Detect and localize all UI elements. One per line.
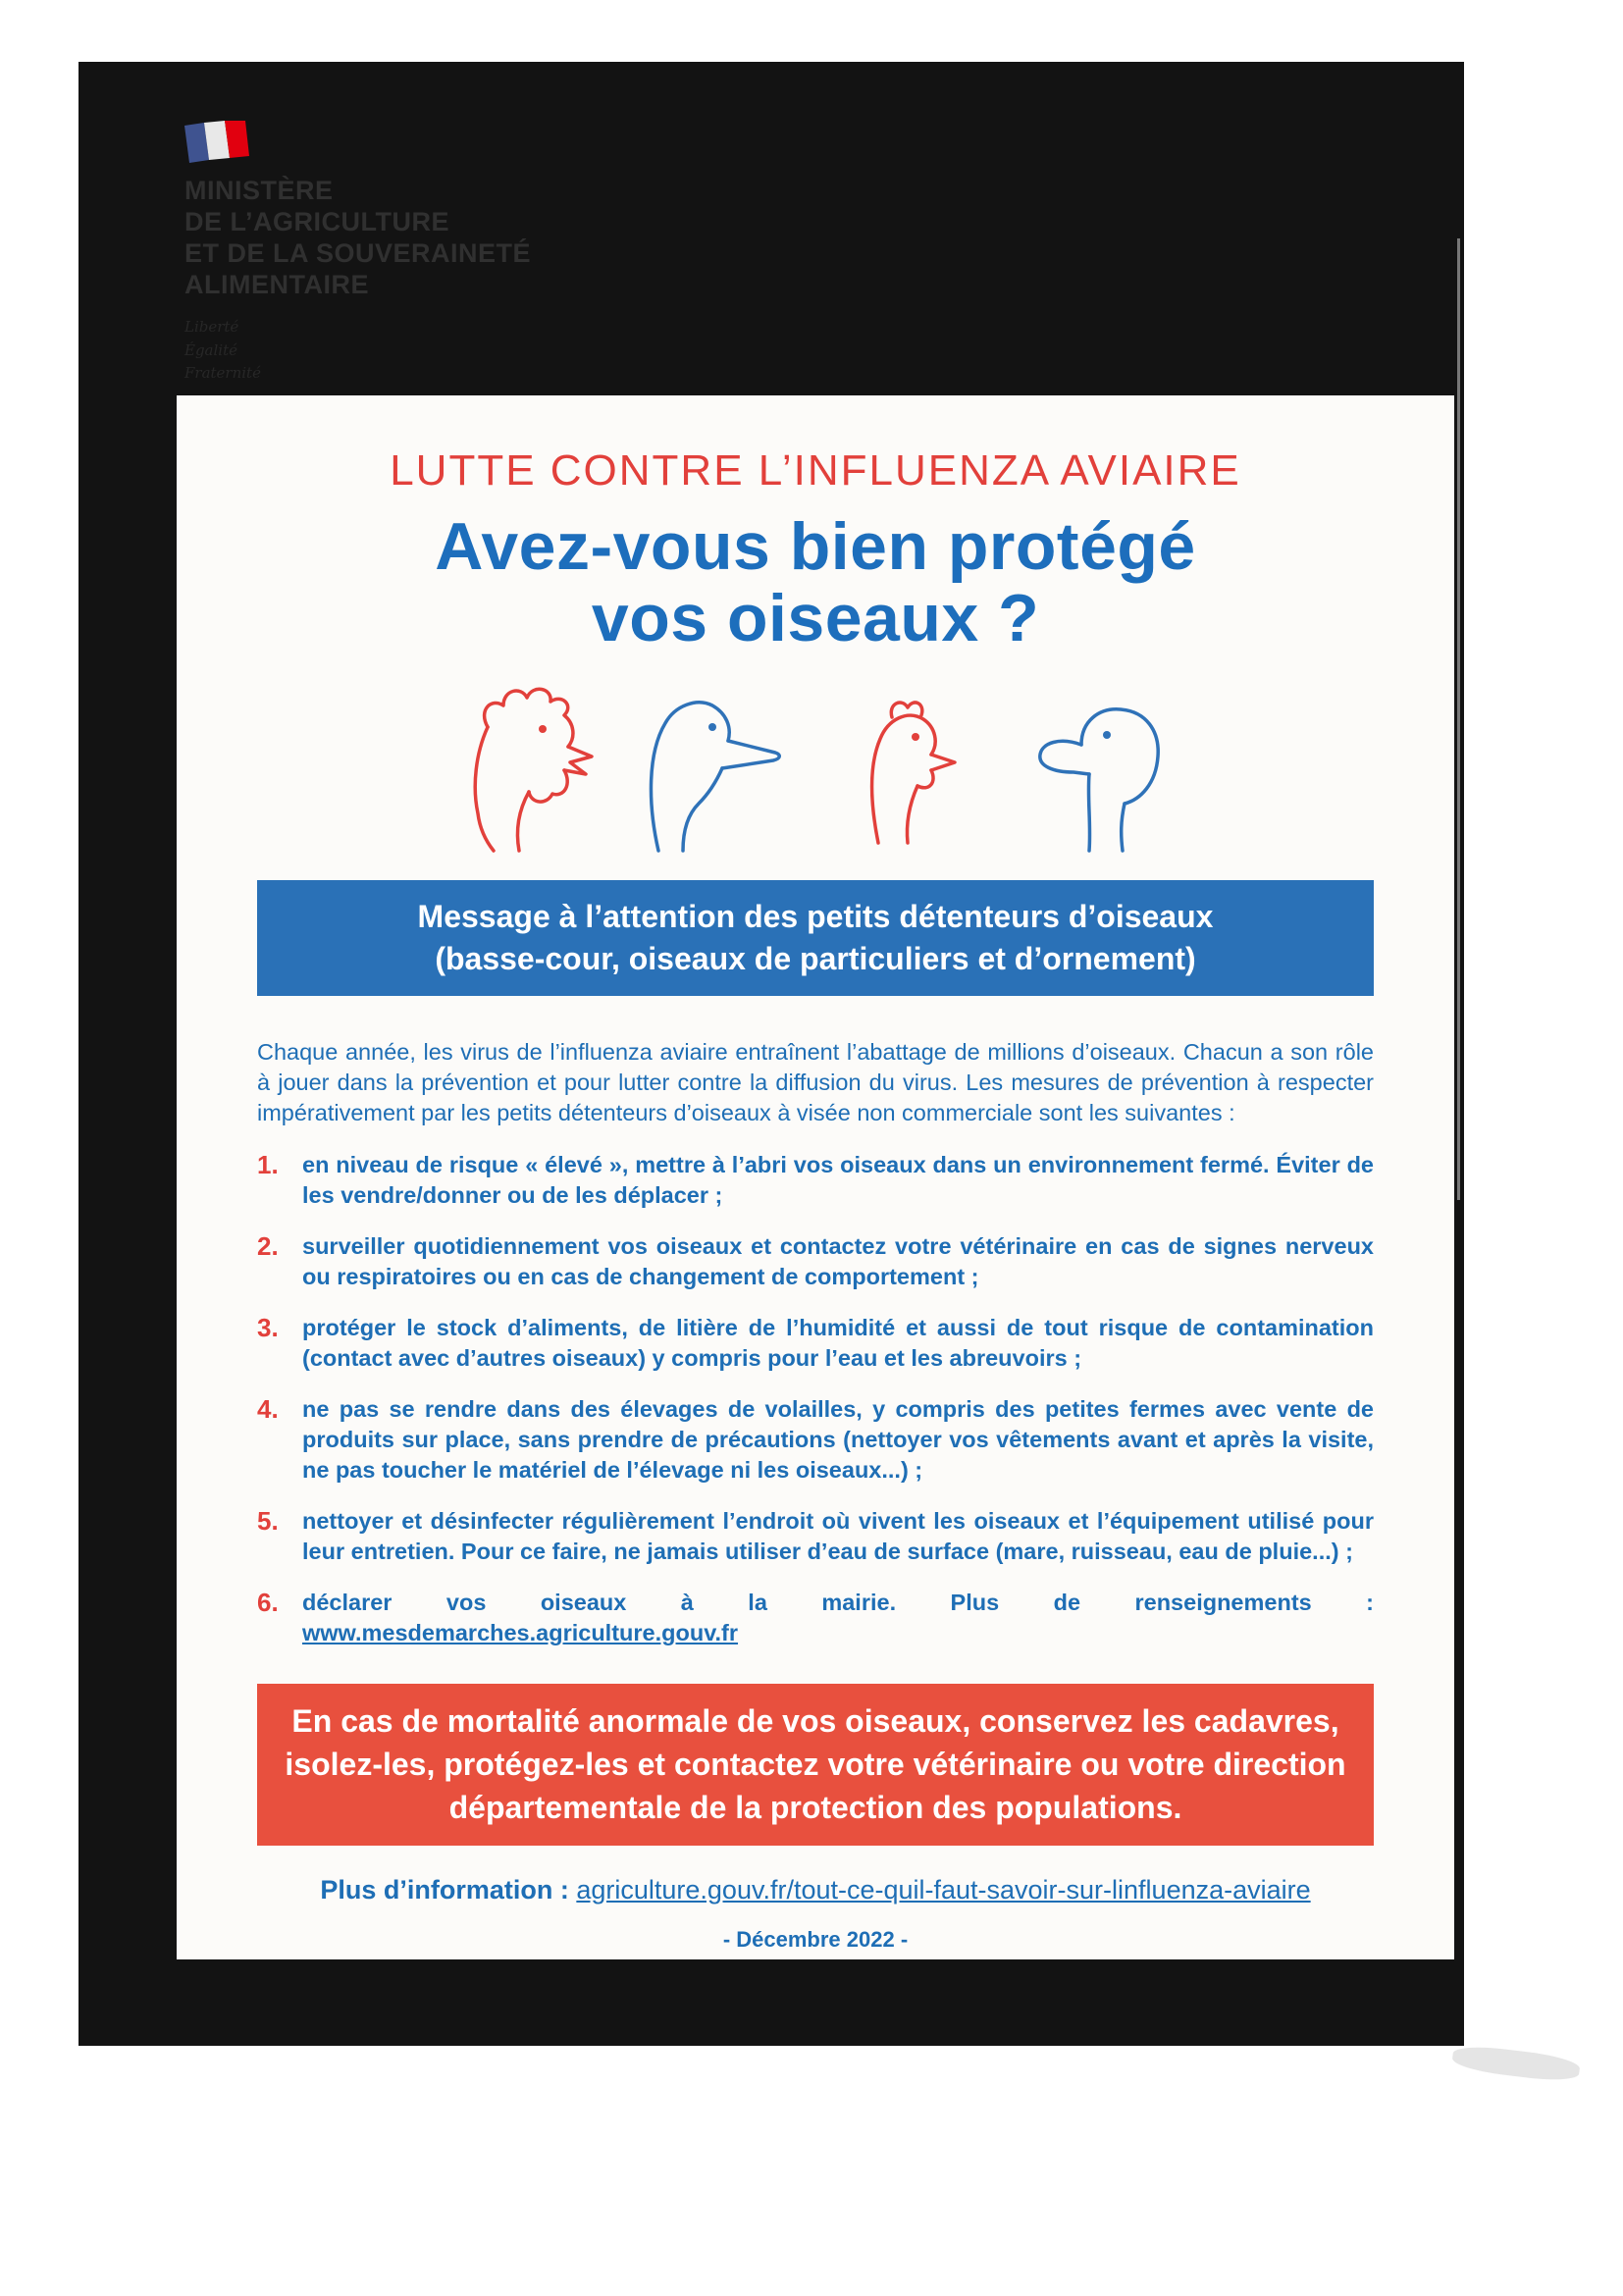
audience-banner-line-2: (basse-cour, oiseaux de particuliers et d’ornement)	[435, 940, 1196, 976]
ministry-name-line: DE L’AGRICULTURE	[184, 206, 449, 236]
date-line: - Décembre 2022 -	[722, 1926, 909, 1952]
scan-edge-artifact	[1457, 238, 1460, 1200]
french-flag-icon	[184, 121, 249, 164]
list-item	[257, 1231, 1374, 1292]
mesdemarches-link[interactable]: www.mesdemarches.agriculture.gouv.fr	[302, 1620, 739, 1646]
alert-line-3: départementale de la protection des populations.	[448, 1790, 1182, 1826]
audience-banner-line-1: Message à l’attention des petits détenteurs d’oiseaux	[417, 898, 1214, 934]
item-number: 2.	[257, 1230, 279, 1261]
ministry-logo-block	[184, 121, 531, 385]
motto-line: Fraternité	[184, 363, 261, 382]
ministry-name-line: ET DE LA SOUVERAINETÉ	[184, 237, 532, 268]
scan-smudge-artifact	[1451, 2043, 1581, 2084]
poster-scan-area	[79, 62, 1464, 2046]
list-item	[257, 1506, 1374, 1567]
item-text: nettoyer et désinfecter régulièrement l’endroit où vivent les oiseaux et l’équipement utilisé pour leur entretien. Pour ce faire, ne jamais utiliser d’eau de surface (mare, ruisseau, eau de pluie...) ;	[302, 1508, 1374, 1565]
motto-line: Égalité	[184, 340, 237, 359]
goose-icon	[651, 702, 779, 850]
item-text: ne pas se rendre dans des élevages de volailles, y compris des petites fermes avec vente de produits sur place, sans prendre de précautions (nettoyer vos vêtements avant et après la visite, ne pas toucher le matériel de l’élevage ni les oiseaux...) ;	[302, 1396, 1374, 1484]
measures-list	[257, 1150, 1374, 1648]
alert-line-1: En cas de mortalité anormale de vos oiseaux, conservez les cadavres,	[291, 1703, 1339, 1740]
bird-illustrations	[257, 676, 1374, 855]
intro-paragraph: Chaque année, les virus de l’influenza aviaire entraînent l’abattage de millions d’oiseaux. Chacun a son rôle à jouer dans la prévention et pour lutter contre la diffusion du virus. Les mesures de prévention à respecter impérativement par les petits détenteurs d’oiseaux à visée non commerciale sont les suivantes :	[257, 1038, 1374, 1125]
item-number: 6.	[257, 1588, 279, 1618]
list-item	[257, 1313, 1374, 1374]
poster	[177, 395, 1454, 1959]
more-info-link[interactable]: agriculture.gouv.fr/tout-ce-quil-faut-savoir-sur-linfluenza-aviaire	[576, 1874, 1311, 1905]
list-item	[257, 1150, 1374, 1211]
ministry-name	[184, 176, 531, 300]
item-number: 4.	[257, 1394, 279, 1425]
more-info-line	[257, 1875, 1374, 1905]
hen-icon	[872, 702, 956, 842]
title-line-2: vos oiseaux ?	[591, 580, 1040, 655]
ministry-name-line: ALIMENTAIRE	[184, 269, 369, 299]
poster-kicker: LUTTE CONTRE L’INFLUENZA AVIAIRE	[390, 446, 1241, 495]
list-item	[257, 1394, 1374, 1486]
ministry-motto	[184, 316, 531, 385]
item-number: 1.	[257, 1149, 279, 1179]
alert-banner	[257, 1684, 1374, 1845]
item-text	[302, 1588, 1374, 1648]
item-text-prefix: déclarer vos oiseaux à la mairie. Plus de renseignements :	[302, 1590, 1374, 1616]
item-text: surveiller quotidiennement vos oiseaux et contactez votre vétérinaire en cas de signes nerveux ou respiratoires ou en cas de changement de comportement ;	[302, 1232, 1374, 1289]
audience-banner	[257, 880, 1374, 996]
alert-line-2: isolez-les, protégez-les et contactez votre vétérinaire ou votre direction	[285, 1747, 1346, 1783]
list-item	[257, 1588, 1374, 1648]
duck-icon	[1040, 708, 1158, 850]
item-number: 5.	[257, 1506, 279, 1537]
rooster-icon	[475, 689, 592, 851]
item-number: 3.	[257, 1312, 279, 1342]
poster-title	[257, 511, 1374, 654]
motto-line: Liberté	[184, 318, 239, 337]
more-info-label: Plus d’information :	[320, 1874, 577, 1905]
item-text: en niveau de risque « élevé », mettre à l’abri vos oiseaux dans un environnement fermé. Éviter de les vendre/donner ou de les déplacer ;	[302, 1151, 1374, 1208]
ministry-name-line: MINISTÈRE	[184, 176, 334, 205]
title-line-1: Avez-vous bien protégé	[435, 509, 1196, 584]
item-text: protéger le stock d’aliments, de litière de l’humidité et aussi de tout risque de contamination (contact avec d’autres oiseaux) y compris pour l’eau et les abreuvoirs ;	[302, 1314, 1374, 1371]
